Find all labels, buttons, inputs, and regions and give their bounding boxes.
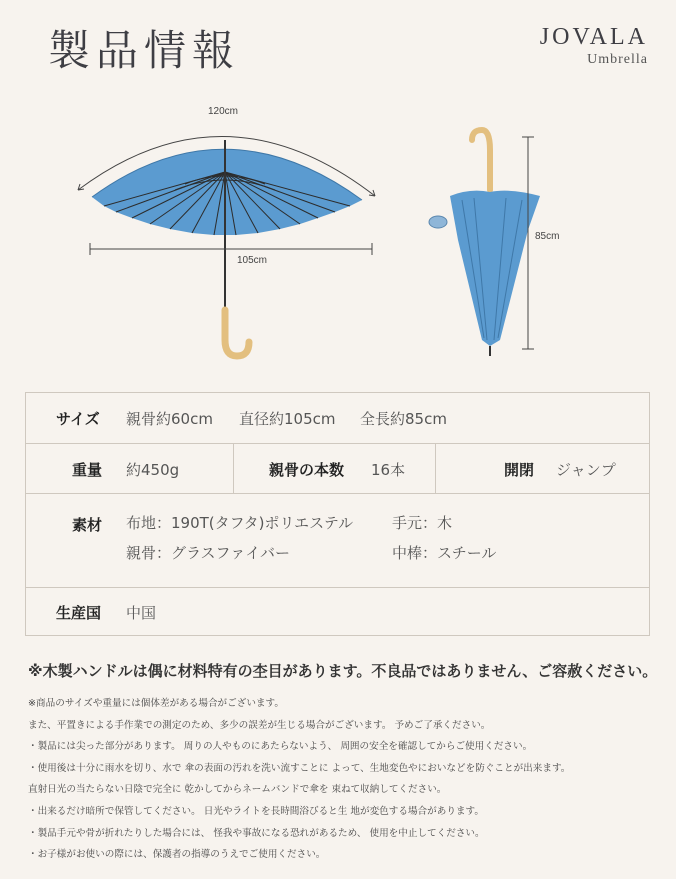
spec-row-origin xyxy=(26,587,649,635)
spec-row-weight xyxy=(26,443,649,493)
size-label: サイズ xyxy=(56,410,100,428)
origin-label: 生産国 xyxy=(56,604,102,622)
weight-label: 重量 xyxy=(72,461,103,479)
arc-width-label: 120cm xyxy=(208,106,239,117)
closed-umbrella xyxy=(429,130,540,356)
open-umbrella-handle xyxy=(225,310,249,356)
note-line: ・製品手元や骨が折れたりした場合には、 怪我や事故になる恐れがあるため、 使用を中止してください。 xyxy=(28,827,485,839)
rib-length-value: 親骨約60cm xyxy=(126,410,213,428)
note-line: ・出来るだけ暗所で保管してください。 日光やライトを長時間浴びると生 地が変色する場合があります。 xyxy=(28,805,484,817)
open-value: ジャンプ xyxy=(556,461,616,479)
note-line: ※商品のサイズや重量には個体差がある場合がございます。 xyxy=(28,698,284,709)
divider xyxy=(435,444,436,493)
diameter-value: 直径約105cm xyxy=(239,410,336,428)
fabric-value: 布地：190T(タフタ)ポリエステル xyxy=(126,514,354,532)
weight-value: 約450g xyxy=(126,461,180,479)
material-label: 素材 xyxy=(72,516,103,534)
total-length-value: 全長約85cm xyxy=(360,410,447,428)
brand-name: JOVALA xyxy=(539,24,648,50)
open-label: 開閉 xyxy=(504,461,535,479)
umbrella-svg xyxy=(0,90,676,380)
note-line: また、平置きによる手作業での測定のため、多少の誤差が生じる場合がございます。 予めご了承ください。 xyxy=(28,719,491,731)
notes-section xyxy=(28,660,668,866)
note-line: ・お子様がお使いの際には、保護者の指導のうえでご使用ください。 xyxy=(28,849,326,861)
note-line: ・使用後は十分に雨水を切り、水で 傘の表面の汚れを洗い流すことに よって、生地変色やにおいなどを防ぐことが出来ます。 xyxy=(28,762,571,774)
umbrella-illustration xyxy=(0,90,676,380)
spec-table xyxy=(25,392,650,636)
divider xyxy=(233,444,234,493)
page-title: 製品情報 xyxy=(48,26,241,75)
spec-row-material xyxy=(26,493,649,587)
diameter-label: 105cm xyxy=(237,255,268,266)
ribs-label: 親骨の本数 xyxy=(269,461,345,479)
wood-handle-notice: ※木製ハンドルは偶に材料特有の杢目があります。不良品ではありません、ご容赦ください。 xyxy=(28,662,658,680)
brand-logo xyxy=(540,24,648,68)
length-label: 85cm xyxy=(535,231,560,242)
closed-umbrella-handle xyxy=(472,130,490,190)
brand-subtitle: Umbrella xyxy=(587,52,648,67)
ribs-value: 16本 xyxy=(371,461,406,479)
spec-row-size xyxy=(26,393,649,443)
handle-material-value: 手元：木 xyxy=(392,514,453,532)
note-line: ・製品には尖った部分があります。 周りの人やものにあたらないよう、 周囲の安全を確認してからご使用ください。 xyxy=(28,741,533,753)
open-umbrella xyxy=(92,140,362,356)
note-line: 直射日光の当たらない日陰で完全に 乾かしてからネームバンドで傘を 束ねて収納してください。 xyxy=(28,784,447,796)
rib-material-value: 親骨：グラスファイバー xyxy=(126,544,290,562)
origin-value: 中国 xyxy=(126,604,157,622)
shaft-material-value: 中棒：スチール xyxy=(392,544,497,562)
